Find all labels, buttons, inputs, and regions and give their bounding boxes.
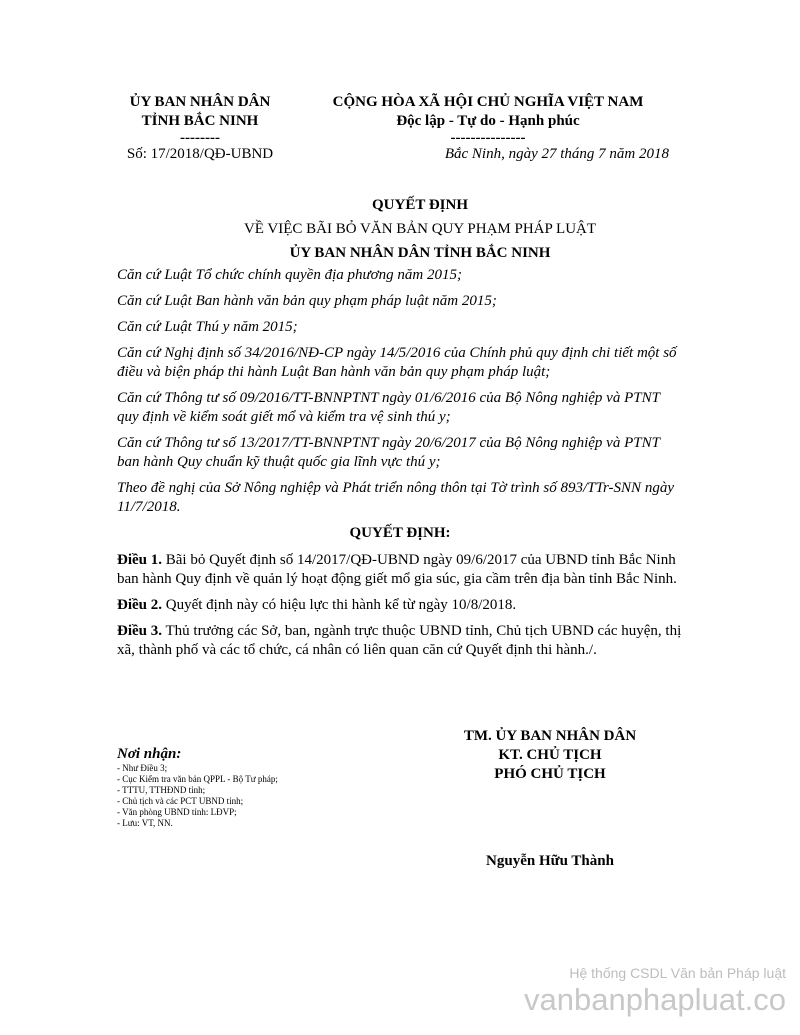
recipient-item: - Như Điều 3;: [117, 763, 168, 773]
preamble-basis: Căn cứ Nghị định số 34/2016/NĐ-CP ngày 14/5/2016 của Chính phủ quy định chi tiết một số điều và biện pháp thi hành Luật Ban hành văn bản quy phạm pháp luật;: [117, 345, 677, 380]
agency-divider: --------: [180, 130, 220, 146]
article-text: Bãi bỏ Quyết định số 14/2017/QĐ-UBND ngày 09/6/2017 của UBND tỉnh Bắc Ninh ban hành Quy định về quản lý hoạt động giết mổ gia súc, gia cầm trên địa bàn tỉnh Bắc Ninh.: [117, 552, 677, 587]
recipients-list: [117, 763, 417, 829]
issuing-authority: ỦY BAN NHÂN DÂN TỈNH BẮC NINH: [289, 245, 551, 261]
watermark-caption: Hệ thống CSDL Văn bản Pháp luật: [569, 965, 786, 981]
document-body: [117, 266, 683, 667]
place-and-date: Bắc Ninh, ngày 27 tháng 7 năm 2018: [444, 146, 669, 162]
signature-block: [420, 727, 680, 784]
document-type: QUYẾT ĐỊNH: [372, 197, 468, 213]
agency-name-line1: ỦY BAN NHÂN DÂN: [129, 94, 271, 110]
recipient-item: - Cục Kiểm tra văn bản QPPL - Bộ Tư pháp;: [117, 774, 278, 784]
preamble-basis: Căn cứ Luật Thú y năm 2015;: [117, 319, 298, 335]
preamble-basis: Căn cứ Luật Tổ chức chính quyền địa phương năm 2015;: [117, 267, 463, 283]
recipient-item: - Văn phòng UBND tỉnh: LĐVP;: [117, 807, 237, 817]
document-subject: VỀ VIỆC BÃI BỎ VĂN BẢN QUY PHẠM PHÁP LUẬT: [243, 221, 597, 237]
national-title: CỘNG HÒA XÃ HỘI CHỦ NGHĨA VIỆT NAM: [332, 94, 644, 110]
national-motto: Độc lập - Tự do - Hạnh phúc: [396, 113, 580, 129]
recipient-item: - Chủ tịch và các PCT UBND tỉnh;: [117, 796, 244, 806]
watermark-site: vanbanphapluat.co: [523, 982, 786, 1017]
article-label: Điều 2.: [117, 597, 162, 613]
article-label: Điều 1.: [117, 552, 162, 568]
recipients-title: Nơi nhận:: [117, 746, 182, 762]
article-2: [117, 596, 683, 615]
issuing-agency-block: [100, 93, 300, 164]
preamble-basis: Căn cứ Luật Ban hành văn bản quy phạm pháp luật năm 2015;: [117, 293, 497, 309]
article-text: Quyết định này có hiệu lực thi hành kể từ ngày 10/8/2018.: [165, 597, 517, 613]
article-3: [117, 622, 683, 660]
article-1: [117, 551, 683, 589]
signer-name: Nguyễn Hữu Thành: [486, 853, 614, 869]
preamble-basis: Căn cứ Thông tư số 13/2017/TT-BNNPTNT ngày 20/6/2017 của Bộ Nông nghiệp và PTNT ban hành Quy chuẩn kỹ thuật quốc gia lĩnh vực thú y;: [117, 435, 660, 470]
document-title-block: [100, 193, 740, 265]
recipient-item: - Lưu: VT, NN.: [117, 818, 173, 828]
agency-name-line2: TỈNH BẮC NINH: [141, 113, 259, 129]
recipient-item: - TTTU, TTHĐND tỉnh;: [117, 785, 206, 795]
signature-position: PHÓ CHỦ TỊCH: [494, 766, 606, 782]
national-motto-block: [300, 93, 676, 164]
recipients-block: [117, 745, 417, 829]
decision-heading: QUYẾT ĐỊNH:: [349, 525, 451, 541]
article-label: Điều 3.: [117, 623, 162, 639]
document-number: Số: 17/2018/QĐ-UBND: [126, 146, 274, 162]
signature-on-behalf: TM. ỦY BAN NHÂN DÂN: [463, 728, 637, 744]
preamble-basis: Căn cứ Thông tư số 09/2016/TT-BNNPTNT ngày 01/6/2016 của Bộ Nông nghiệp và PTNT quy định về kiểm soát giết mổ và kiểm tra vệ sinh thú y;: [117, 390, 660, 425]
preamble-proposal: Theo đề nghị của Sở Nông nghiệp và Phát triển nông thôn tại Tờ trình số 893/TTr-SNN ngày 11/7/2018.: [117, 480, 674, 515]
motto-divider: ---------------: [450, 130, 526, 146]
signature-for-chairman: KT. CHỦ TỊCH: [498, 747, 602, 763]
article-text: Thủ trưởng các Sở, ban, ngành trực thuộc UBND tỉnh, Chủ tịch UBND các huyện, thị xã, thành phố và các tổ chức, cá nhân có liên quan căn cứ Quyết định thi hành./.: [117, 623, 682, 658]
